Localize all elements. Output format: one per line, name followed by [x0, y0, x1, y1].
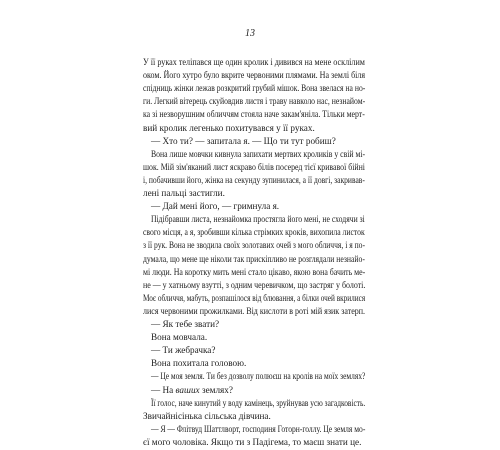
text-line: У її руках теліпався ще один кролик і дивився на мене осклілим: [143, 57, 365, 67]
text-line: — На ваших землях?: [151, 384, 233, 395]
text-line: Вона лише мовчки кивнула запихати мертвих кроликів у свій мі-: [151, 148, 366, 159]
text-line: не — у хатньому взутті, з одним черевичком, що застряг у болоті.: [143, 279, 366, 290]
text-line: — Це моя земля. Ти без дозволу полюєш на кролів на моїх землях?: [151, 371, 366, 382]
text-line: думала, що мене ще ніколи так прискіпливо не розглядали незнайо-: [143, 253, 365, 264]
text-line: — Дай мені його, — гримнула я.: [151, 201, 280, 212]
text-line: Її голос, наче кинутий у воду камінець, зруйнував усю загадковість.: [151, 397, 366, 408]
page-number: 13: [245, 28, 255, 39]
text-line: — Як тебе звати?: [151, 319, 220, 329]
text-line: спідниць жінки лежав розкритий грубий мішок. Вона звелася на но-: [143, 83, 366, 94]
text-line: — Ти жебрачка?: [151, 345, 216, 356]
text-line: лені пальці застигли.: [143, 188, 225, 198]
text-line: свого місця, а я, зробивши кілька стрімких кроків, вихопила листок: [143, 227, 365, 238]
text-line: — Я — Флітвуд Шаттлворт, господиня Готорн-голлу. Це земля мо-: [151, 423, 366, 434]
text-line: єї мого чоловіка. Якщо ти з Падігема, то маєш знати це.: [143, 436, 362, 447]
text-line: Вона мовчала.: [151, 332, 208, 343]
text-line: — Хто ти? — запитала я. — Що ти тут робиш?: [151, 135, 336, 146]
text-line: з її рук. Вона не зводила своїх золотавих очей з мого обличчя, і я по-: [143, 240, 365, 251]
text-line: Моє обличчя, мабуть, розпашілося від блювання, а білки очей вкрилися: [143, 292, 366, 303]
text-line: і, побачивши його, жінка на секунду зупинилася, а її довгі, закривав-: [143, 174, 365, 185]
text-line: мі люди. На коротку мить мені стало цікаво, якою вона бачить ме-: [143, 266, 366, 277]
text-line: оком. Його хутро було вкрите червоними плямами. На землі біля: [143, 70, 366, 81]
text-line: ка зі незворушним обличчям стояла наче закам'яніла. Тільки мерт-: [143, 109, 365, 120]
text-line: вий кролик легенько похитувався у її руках.: [143, 122, 315, 133]
text-line: лися червоними прожилками. Від кислоти в роті мій язик затерп.: [143, 305, 366, 316]
text-line: шок. Мій зім'яканий лист яскраво білів посеред тієї кривавої бійні: [143, 161, 365, 172]
text-line: Підібравши листа, незнайомка простягла його мені, не сходячи зі: [151, 214, 365, 225]
text-line: Вона похитала головою.: [151, 358, 247, 369]
text-line: Звичайнісінька сільська дівчина.: [143, 410, 271, 421]
text-line: ги. Легкий вітерець скуйовдив листя і траву навколо нас, незнайом-: [143, 96, 366, 107]
